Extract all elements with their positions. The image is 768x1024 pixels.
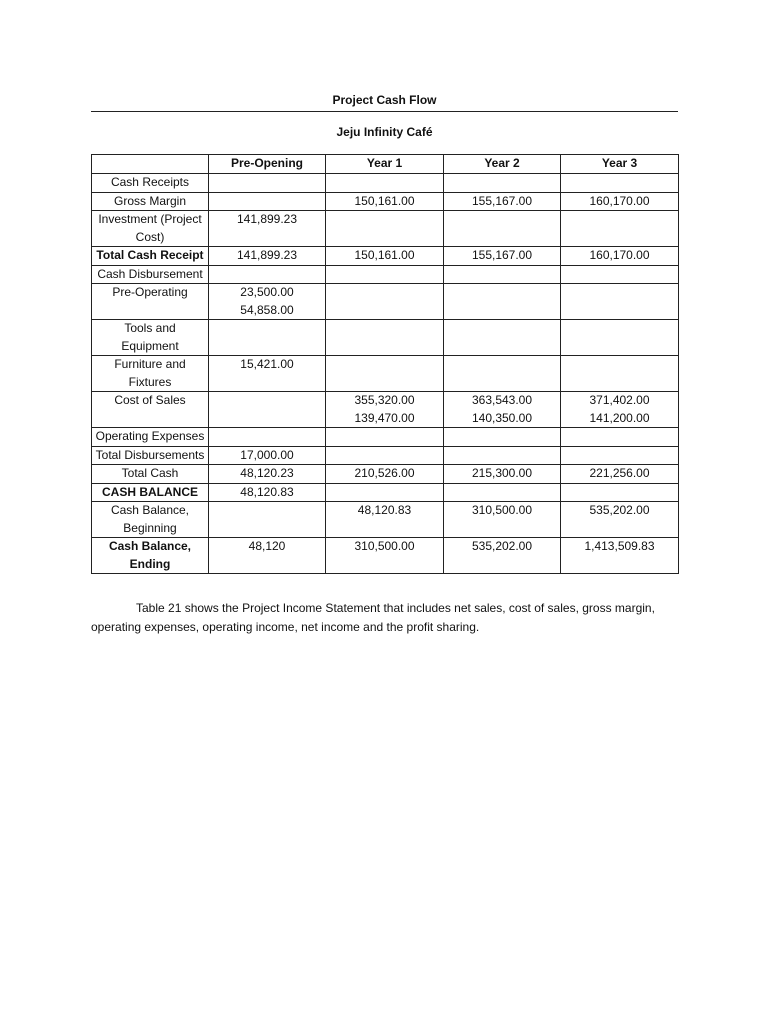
cell-year-1 [326,392,444,428]
cell-year-3 [561,174,679,193]
table-row [92,465,679,484]
table-row [92,428,679,447]
cell-year-1 [326,320,444,356]
row-label: Cost of Sales [92,392,209,428]
cell-year-1 [326,211,444,247]
cell-year-1 [326,483,444,502]
cell-pre-opening [209,192,326,211]
table-row [92,320,679,356]
cell-year-3 [561,211,679,247]
cell-value: 141,899.23 [236,248,298,262]
cell-pre-opening [209,538,326,574]
cell-year-3 [561,465,679,484]
cell-year-3 [561,247,679,266]
table-row [92,502,679,538]
document-subtitle: Jeju Infinity Café [336,125,433,139]
table-row [92,211,679,247]
cell-year-1 [326,192,444,211]
cell-pre-opening [209,247,326,266]
cell-value: 17,000.00 [240,447,294,462]
cell-value: 140,350.00 [471,410,533,425]
cell-value: 310,500.00 [354,539,415,553]
cell-value: 310,500.00 [471,503,533,517]
cell-pre-opening [209,356,326,392]
cell-year-1 [326,247,444,266]
cell-value: 355,320.00 [354,393,415,407]
header-cell-year-3: Year 3 [561,155,679,174]
cell-year-1 [326,356,444,392]
cell-year-3 [561,284,679,320]
table-row [92,446,679,465]
cell-year-2 [444,465,561,484]
cell-value: 54,858.00 [240,302,294,317]
row-label: Furniture and Fixtures [92,356,209,392]
cell-year-2 [444,446,561,465]
cell-pre-opening [209,428,326,447]
cell-pre-opening [209,174,326,193]
row-label: Gross Margin [92,192,209,211]
row-label: Cash Receipts [92,174,209,193]
cell-value: 15,421.00 [240,357,294,371]
cell-value: 155,167.00 [471,193,533,208]
row-label: Total Cash [92,465,209,484]
cell-value: 535,202.00 [589,503,650,517]
cell-value: 139,470.00 [354,410,415,425]
cell-year-3 [561,320,679,356]
row-label: Total Disbursements [92,446,209,465]
header-cell-year-2: Year 2 [444,155,561,174]
cell-year-1 [326,502,444,538]
cell-value: 48,120.83 [357,503,412,517]
cell-value: 221,256.00 [589,466,650,480]
cell-year-2 [444,320,561,356]
cell-year-3 [561,265,679,284]
cell-value: 48,120 [248,539,286,553]
cell-year-2 [444,502,561,538]
table-row [92,538,679,574]
row-label: Tools and Equipment [92,320,209,356]
cell-year-3 [561,356,679,392]
cell-value: 48,120.83 [240,484,294,499]
cell-year-2 [444,483,561,502]
row-label: Investment (Project Cost) [92,211,209,247]
row-label: CASH BALANCE [92,483,209,502]
cell-value: 210,526.00 [354,466,415,480]
header-cell-year-1: Year 1 [326,155,444,174]
cell-year-2 [444,192,561,211]
cell-year-2 [444,265,561,284]
cell-year-1 [326,174,444,193]
table-row [92,174,679,193]
cell-pre-opening [209,446,326,465]
table-row [92,284,679,320]
cell-value: 535,202.00 [471,539,533,553]
row-label: Pre-Operating [92,284,209,320]
table-row [92,483,679,502]
cell-year-2 [444,174,561,193]
cell-pre-opening [209,465,326,484]
cell-year-1 [326,265,444,284]
header-cell-pre-opening: Pre-Opening [209,155,326,174]
cell-year-2 [444,538,561,574]
table-row [92,392,679,428]
table-row [92,265,679,284]
cell-year-3 [561,502,679,538]
row-label: Cash Disbursement [92,265,209,284]
table-body [92,174,679,574]
cell-year-1 [326,465,444,484]
row-label: Cash Balance, Ending [92,538,209,574]
title-rule [91,111,678,112]
cell-year-2 [444,284,561,320]
cell-year-2 [444,247,561,266]
cell-year-3 [561,483,679,502]
cell-year-1 [326,428,444,447]
cell-year-1 [326,538,444,574]
row-label: Operating Expenses [92,428,209,447]
cell-value: 48,120.23 [240,466,294,480]
cell-year-2 [444,211,561,247]
cell-value: 363,543.00 [471,393,533,407]
cell-year-2 [444,392,561,428]
cell-pre-opening [209,483,326,502]
cell-value: 371,402.00 [589,393,650,407]
cell-value: 155,167.00 [471,248,533,262]
table-row [92,192,679,211]
cell-pre-opening [209,265,326,284]
cell-year-1 [326,284,444,320]
cash-flow-table [91,154,679,574]
cell-value: 150,161.00 [354,193,415,208]
body-paragraph: Table 21 shows the Project Income Statement that includes net sales, cost of sales, gross margin, operating expenses, operating income, net income and the profit sharing. [91,601,655,634]
header-cell-label [92,155,209,174]
cell-year-3 [561,538,679,574]
cell-value: 141,200.00 [589,410,650,425]
cell-value: 215,300.00 [471,466,533,480]
document-title: Project Cash Flow [332,93,437,107]
cell-year-2 [444,428,561,447]
row-label: Cash Balance, Beginning [92,502,209,538]
cell-year-1 [326,446,444,465]
cell-pre-opening [209,392,326,428]
cell-value: 1,413,509.83 [584,539,655,553]
cell-year-3 [561,192,679,211]
cell-year-2 [444,356,561,392]
table-row [92,247,679,266]
cell-year-3 [561,446,679,465]
cell-value: 160,170.00 [589,193,650,208]
cell-pre-opening [209,502,326,538]
cell-pre-opening [209,320,326,356]
cell-pre-opening [209,284,326,320]
table-row [92,356,679,392]
table-header-row [92,155,679,174]
cell-year-3 [561,428,679,447]
cell-value: 141,899.23 [236,212,298,226]
row-label: Total Cash Receipt [92,247,209,266]
cell-year-3 [561,392,679,428]
cell-value: 160,170.00 [589,248,650,262]
cell-value: 23,500.00 [240,285,294,299]
cell-pre-opening [209,211,326,247]
cell-value: 150,161.00 [354,248,415,262]
